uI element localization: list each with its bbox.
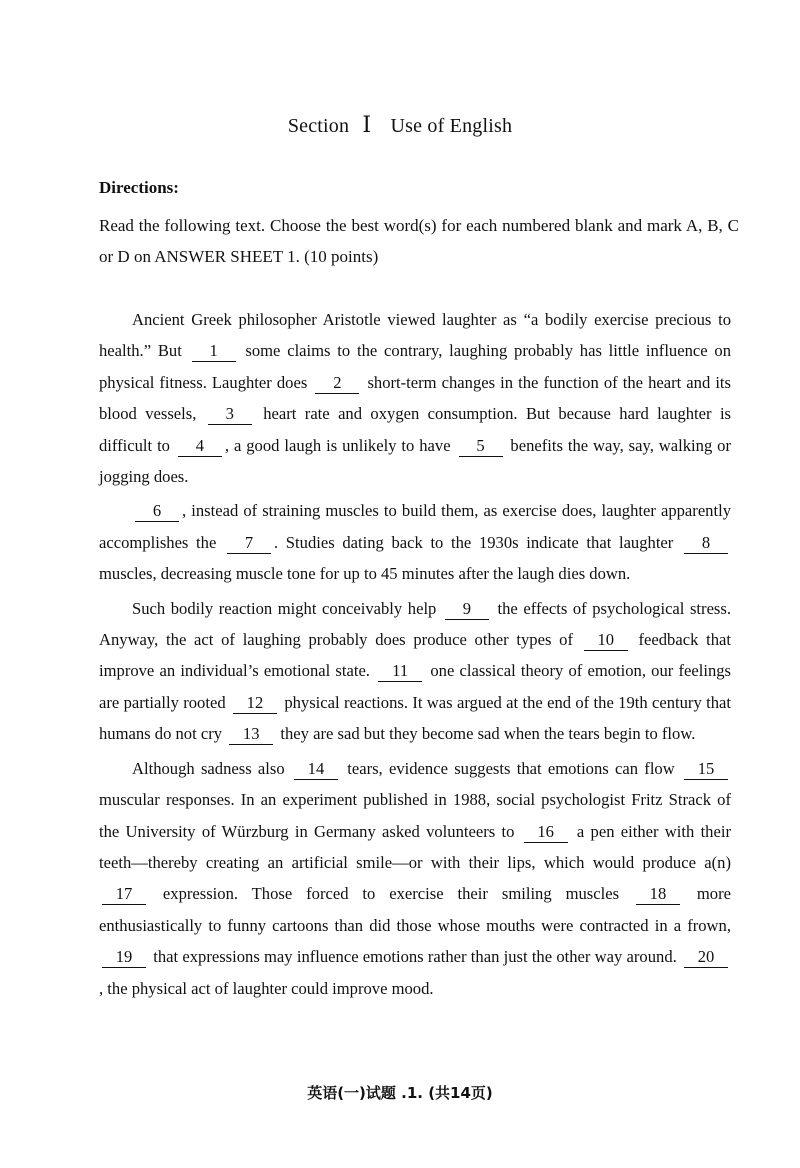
passage-text: tears, evidence suggests that emotions can flow (347, 758, 675, 778)
blank-16: 16 (524, 822, 568, 843)
passage-text: they are sad but they become sad when the tears begin to flow. (280, 724, 696, 744)
passage-text: Such bodily reaction might conceivably help (132, 598, 437, 618)
blank-19: 19 (102, 947, 146, 968)
passage-text: expression. Those forced to exercise their smiling muscles (162, 884, 620, 904)
blank-10: 10 (584, 630, 628, 651)
blank-6: 6 (135, 501, 179, 522)
passage-text: feedback that improve an individual’s emotional state. (99, 630, 731, 681)
blank-2: 2 (315, 373, 359, 394)
passage-text: Although sadness also (132, 758, 285, 778)
blank-1: 1 (192, 341, 236, 362)
blank-4: 4 (178, 436, 222, 457)
passage-text: , a good laugh is unlikely to have (224, 435, 451, 455)
blank-15: 15 (684, 759, 728, 780)
passage-text: benefits the way, say, walking or jogging does. (99, 435, 731, 487)
paragraph-3 (99, 593, 731, 750)
passage-text: , the physical act of laughter could improve mood. (99, 978, 434, 998)
blank-7: 7 (227, 533, 271, 554)
blank-3: 3 (208, 404, 252, 425)
blank-9: 9 (445, 599, 489, 620)
blank-13: 13 (229, 724, 273, 745)
passage-text: heart rate and oxygen consumption. But because hard laughter is difficult to (99, 404, 732, 455)
passage-text: short-term changes in the function of the heart and its blood vessels, (99, 372, 732, 424)
paragraph-4 (99, 753, 731, 1004)
passage-text: some claims to the contrary, laughing probably has little influence on physical fitness. Laughter does (99, 341, 731, 392)
passage-text: . Studies dating back to the 1930s indicate that laughter (274, 532, 674, 552)
passage-text: a pen either with their teeth—thereby creating an artificial smile—or with their lips, which would produce a(n) (99, 821, 731, 872)
section-numeral: Ⅰ (362, 112, 372, 137)
passage-text: more enthusiastically to funny cartoons than did those whose mouths were contracted in a frown, (99, 884, 731, 935)
blank-11: 11 (378, 661, 422, 682)
directions-text: Read the following text. Choose the best word(s) for each numbered blank and mark A, B, C or D on ANSWER SHEET 1. (10 points) (99, 216, 739, 266)
section-title (0, 112, 800, 138)
blank-14: 14 (294, 759, 338, 780)
blank-20: 20 (684, 947, 728, 968)
passage-text: muscular responses. In an experiment published in 1988, social psychologist Fritz Strack of the University of Würzburg in Germany asked volunteers to (99, 790, 731, 841)
section-label: Section (287, 115, 350, 137)
passage-text: physical reactions. It was argued at the end of the 19th century that humans do not cry (99, 692, 731, 744)
passage-text: muscles, decreasing muscle tone for up to 45 minutes after the laugh dies down. (99, 564, 631, 584)
blank-8: 8 (684, 533, 728, 554)
passage-text: , instead of straining muscles to build them, as exercise does, laughter apparently accomplishes the (99, 501, 731, 552)
page-footer: 英语(一)试题 .1. (共14页) (307, 1084, 493, 1102)
cloze-passage (99, 304, 731, 1007)
paragraph-2 (99, 495, 731, 589)
passage-text: the effects of psychological stress. Anyway, the act of laughing probably does produce other types of (99, 598, 732, 650)
passage-text: Ancient Greek philosopher Aristotle viewed laughter as “a bodily exercise precious to health.” But (99, 310, 731, 361)
paragraph-1 (99, 304, 731, 492)
section-heading: Use of English (390, 115, 513, 137)
passage-text: that expressions may influence emotions rather than just the other way around. (153, 947, 677, 967)
directions-heading: Directions: (99, 178, 179, 197)
blank-12: 12 (233, 693, 277, 714)
blank-17: 17 (102, 884, 146, 905)
blank-18: 18 (636, 884, 680, 905)
blank-5: 5 (459, 436, 503, 457)
passage-text: one classical theory of emotion, our feelings are partially rooted (99, 661, 731, 712)
